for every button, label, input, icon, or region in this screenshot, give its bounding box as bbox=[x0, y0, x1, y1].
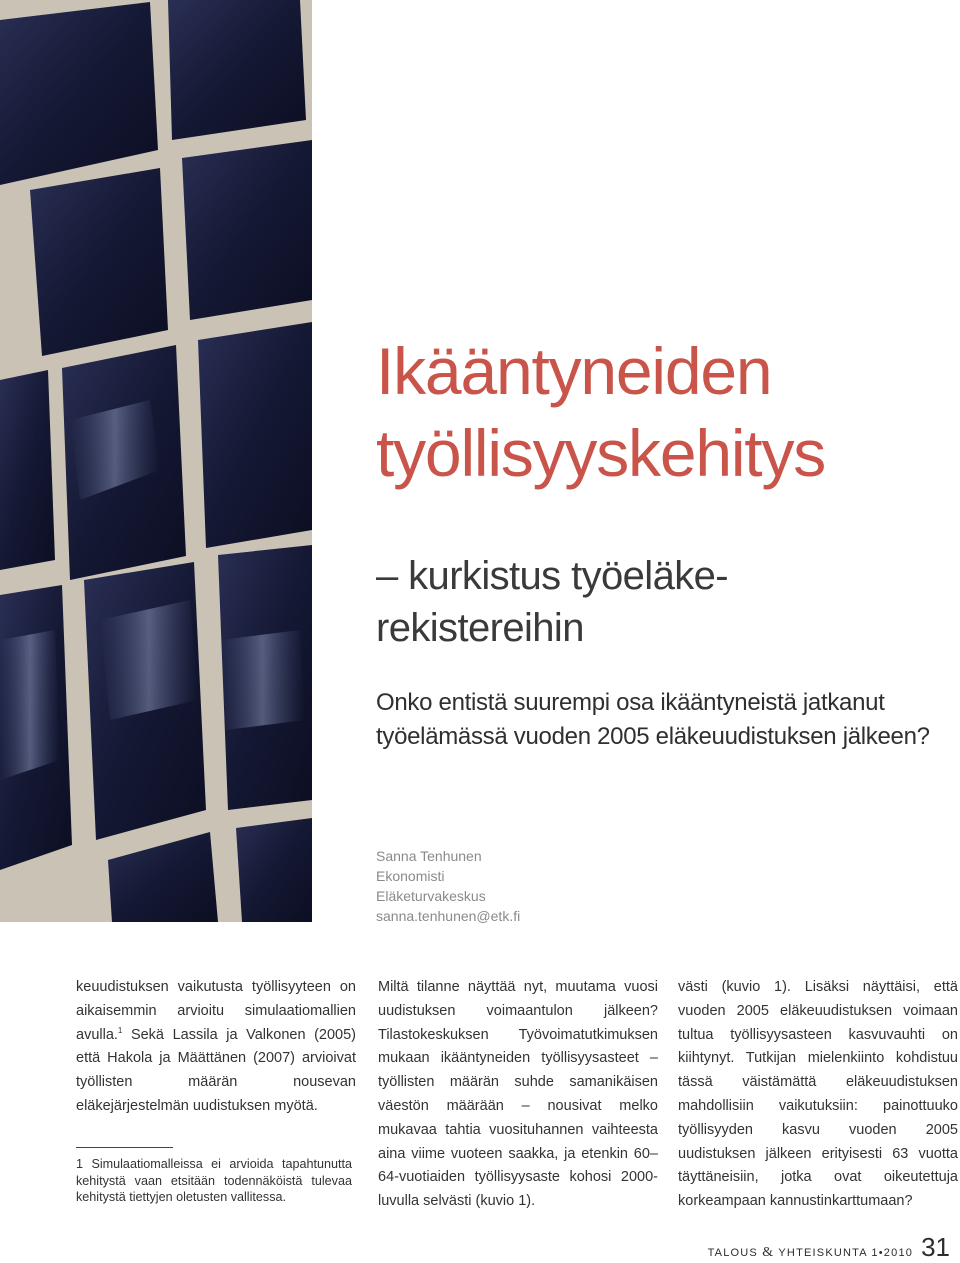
window-photo bbox=[0, 0, 312, 922]
body-column-2 bbox=[378, 976, 658, 1214]
author-role: Ekonomisti bbox=[376, 868, 445, 884]
publication-name-part-1: TALOUS bbox=[707, 1247, 758, 1259]
page-footer bbox=[708, 1232, 950, 1260]
subtitle-line-2: rekistereihin bbox=[376, 606, 584, 650]
author-name: Sanna Tenhunen bbox=[376, 848, 482, 864]
title-line-2: työllisyyskehitys bbox=[376, 416, 826, 490]
title-line-1: Ikääntyneiden bbox=[376, 334, 772, 408]
subtitle-line-1: – kurkistus työeläke- bbox=[376, 554, 728, 598]
footnote-marker: 1 bbox=[117, 1025, 123, 1035]
body-text-after-footnote: Sekä Lassila ja Valkonen (2005) että Hakola ja Määttänen (2007) arvioivat työllisten määrän nousevan eläkejärjestelmän uudistuksen myötä. bbox=[76, 1026, 356, 1114]
footnote-divider bbox=[76, 1147, 173, 1148]
author-email: sanna.tenhunen@etk.fi bbox=[376, 908, 521, 924]
body-paragraph: Miltä tilanne näyttää nyt, muutama vuosi uudistuksen voimaantulon jälkeen? Tilastokeskuksen Työvoimatutkimuksen mukaan ikääntyneiden työllisyysasteet – työllisten määrän suhde samanikäisen väestön määrään – nousivat melko mukavaa tahtia vuosituhannen vaihteesta aina viime vuoteen saakka, ja etenkin 60–64-vuotiaiden työllisyysaste kohosi 2000-luvulla selvästi (kuvio 1). bbox=[378, 979, 658, 1210]
ampersand: & bbox=[762, 1245, 775, 1260]
body-paragraph: västi (kuvio 1). Lisäksi näyttäisi, että vuoden 2005 eläkeuudistuksen voimaan tultua työllisyysasteen kasvuvauhti on kiihtynyt. Tutkijan mielenkiinto kohdistuu tässä väistämättä eläkeuudistuksen mahdollisiin vaikutuksiin: painottuuko työllisyyden kasvu vuoden 2005 uudistuksen jälkeen erityisesti 63 vuotta täyttäneisiin, jotka ovat oikeutettuja korkeampaan kannustinkarttumaan? bbox=[678, 979, 958, 1210]
article-subtitle bbox=[376, 550, 916, 654]
article-title bbox=[376, 330, 956, 494]
lead-paragraph: Onko entistä suurempi osa ikääntyneistä jatkanut työelämässä vuoden 2005 eläkeuudistuksen jälkeen? bbox=[376, 689, 930, 750]
author-organization: Eläketurvakeskus bbox=[376, 888, 486, 904]
body-text-before-footnote: keuudistuksen vaikutusta työllisyyteen on aikaisemmin arvioitu simulaatiomallien avulla. bbox=[76, 979, 356, 1043]
author-byline bbox=[376, 846, 676, 926]
body-column-1 bbox=[76, 976, 356, 1119]
body-column-3 bbox=[678, 976, 958, 1214]
publication-name-part-2: YHTEISKUNTA 1•2010 bbox=[778, 1247, 914, 1259]
footnote: 1 Simulaatiomalleissa ei arvioida tapahtunutta kehitystä vaan etsitään todennäköistä tulevaa kehitystä tiettyjen oletusten vallitessa. bbox=[76, 1157, 352, 1204]
page-number: 31 bbox=[921, 1232, 950, 1262]
body-paragraph bbox=[76, 976, 356, 1119]
